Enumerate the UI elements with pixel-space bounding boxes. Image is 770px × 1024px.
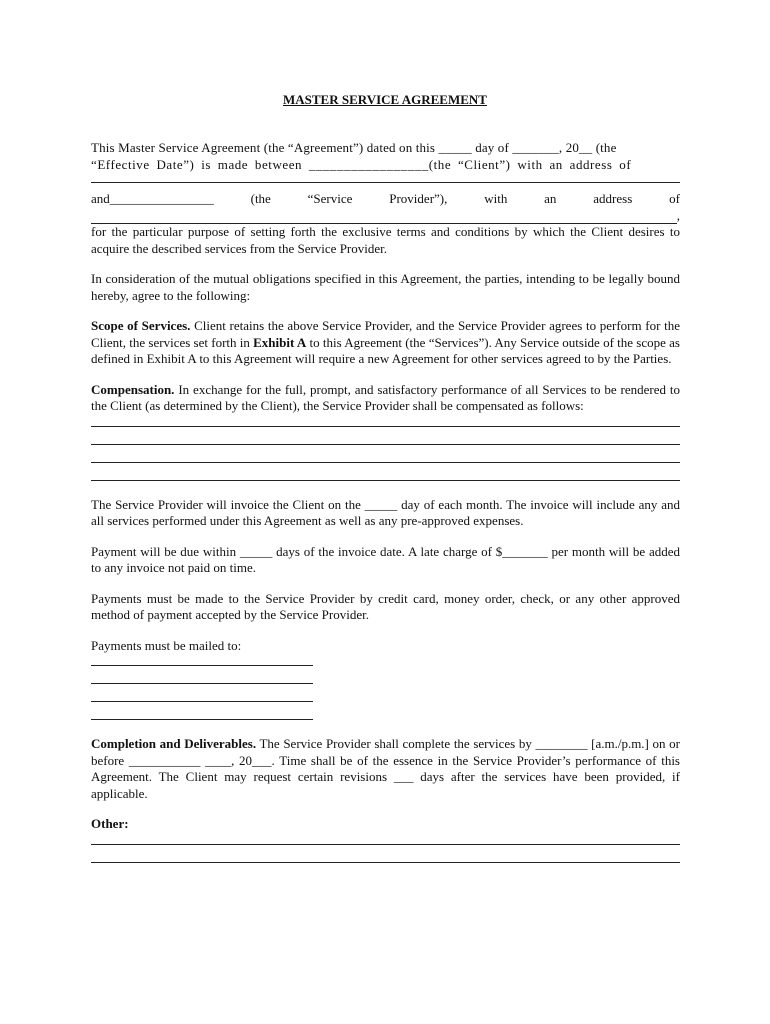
intro-line-3-word: of	[669, 191, 680, 206]
blank-line	[91, 656, 313, 666]
intro-line-3-word: with	[484, 191, 508, 206]
blank-line	[91, 692, 313, 702]
document-title: MASTER SERVICE AGREEMENT	[283, 92, 487, 107]
intro-line-3-word: and________________	[91, 191, 214, 206]
intro-line-3-word: (the	[250, 191, 271, 206]
blank-line	[91, 853, 680, 863]
intro-paragraph	[91, 140, 680, 257]
compensation-paragraph: Compensation. In exchange for the full, prompt, and satisfactory performance of all Services to be rendered to the Client (as determined by the Client), the Service Provider shall be compensated as follows:	[91, 381, 680, 413]
blank-line	[91, 674, 313, 684]
intro-line-2: “Effective Date”) is made between _________________(the “Client”) with an address of	[91, 156, 632, 172]
mailing-address-lines	[91, 656, 313, 720]
blank-line	[91, 435, 680, 445]
completion-heading: Completion and Deliverables.	[91, 736, 257, 751]
address-line-client	[91, 173, 680, 183]
document-body	[91, 140, 680, 879]
intro-line-3-word: an	[544, 191, 557, 206]
invoice-paragraph: The Service Provider will invoice the Client on the _____ day of each month. The invoice will include any and all services performed under this Agreement as well as any pre-approved expenses.	[91, 496, 680, 528]
blank-line	[91, 471, 680, 481]
blank-line	[91, 417, 680, 427]
other-lines	[91, 835, 680, 863]
mailed-to-label: Payments must be mailed to:	[91, 637, 242, 653]
consideration-paragraph: In consideration of the mutual obligations specified in this Agreement, the parties, intending to be legally bound hereby, agree to the following:	[91, 271, 680, 303]
other-heading: Other:	[91, 816, 129, 831]
intro-line-3-word: “Service	[307, 191, 353, 206]
other-heading-paragraph	[91, 816, 680, 833]
blank-line	[91, 710, 313, 720]
intro-line-1: This Master Service Agreement (the “Agreement”) dated on this _____ day of _______, 20__ (the	[91, 140, 617, 155]
exhibit-a-label: Exhibit A	[253, 334, 307, 350]
blank-line	[91, 453, 680, 463]
intro-line-3-word: Provider”),	[389, 191, 448, 206]
scope-heading: Scope of Services.	[91, 318, 191, 333]
completion-paragraph: Completion and Deliverables. The Service Provider shall complete the services by ________ [a.m./p.m.] on or before ___________ ____, 20___. Time shall be of the essence in the Service Provider’s performance of this Agreement. The Client may request certain revisions ___ days after the services have been provided, if applicable.	[91, 736, 680, 801]
intro-purpose: for the particular purpose of setting forth the exclusive terms and conditions by which the Client desires to acquire the described services from the Service Provider.	[91, 224, 680, 256]
compensation-heading: Compensation.	[91, 381, 175, 397]
scope-paragraph: Scope of Services. Client retains the above Service Provider, and the Service Provider agrees to perform for the Client, the services set forth in Exhibit A to this Agreement (the “Services”). Any Service outside of the scope as defined in Exhibit A to this Agreement will require a new Agreement for other services agreed to by the Parties.	[91, 318, 681, 366]
intro-line-3-word: address	[593, 191, 633, 206]
intro-line-3	[91, 191, 680, 208]
address-line-provider: ,	[91, 208, 680, 225]
payment-method-paragraph: Payments must be made to the Service Provider by credit card, money order, check, or any other approved method of payment accepted by the Service Provider.	[91, 590, 680, 622]
payment-due-paragraph: Payment will be due within _____ days of the invoice date. A late charge of $_______ per month will be added to any invoice not paid on time.	[91, 543, 680, 575]
blank-line	[91, 835, 680, 845]
compensation-lines	[91, 417, 680, 481]
